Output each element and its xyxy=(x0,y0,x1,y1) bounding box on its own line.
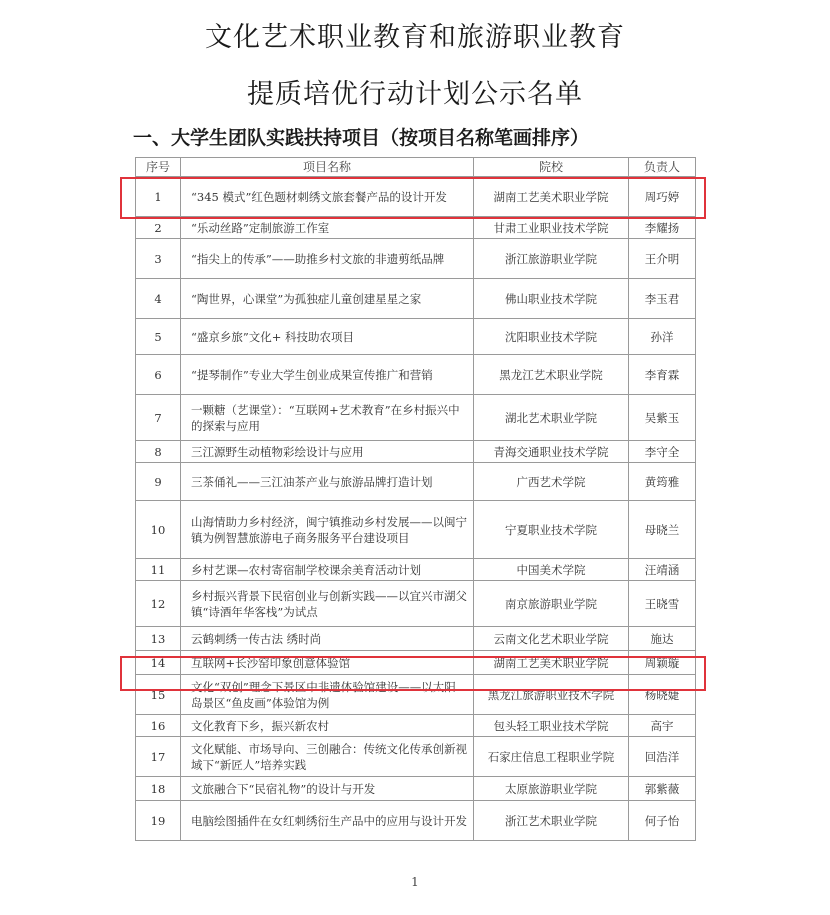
header-number: 序号 xyxy=(136,158,181,177)
title-line-2: 提质培优行动计划公示名单 xyxy=(247,79,583,110)
row-project-name: 一颗糖（艺课堂）：“互联网+艺术教育”在乡村振兴中的探索与应用 xyxy=(181,395,474,441)
row-leader: 杨晓婕 xyxy=(629,675,696,715)
project-table xyxy=(135,157,696,841)
row-leader: 王晓雪 xyxy=(629,581,696,627)
table-row xyxy=(136,319,696,355)
table-row xyxy=(136,801,696,841)
row-school: 黑龙江旅游职业技术学院 xyxy=(474,675,629,715)
table-row xyxy=(136,651,696,675)
row-number: 16 xyxy=(136,715,181,737)
row-project-name: 文化赋能、市场导向、三创融合：传统文化传承创新视域下“新匠人”培养实践 xyxy=(181,737,474,777)
row-number: 6 xyxy=(136,355,181,395)
row-project-name: 电脑绘图插件在女红刺绣衍生产品中的应用与设计开发 xyxy=(181,801,474,841)
section-heading: 一、大学生团队实践扶持项目（按项目名称笔画排序） xyxy=(133,127,590,149)
row-school: 沈阳职业技术学院 xyxy=(474,319,629,355)
row-school: 石家庄信息工程职业学院 xyxy=(474,737,629,777)
table-row xyxy=(136,217,696,239)
table-row xyxy=(136,559,696,581)
table-row xyxy=(136,777,696,801)
row-leader: 李守全 xyxy=(629,441,696,463)
row-school: 广西艺术学院 xyxy=(474,463,629,501)
row-school: 黑龙江艺术职业学院 xyxy=(474,355,629,395)
row-project-name: 乡村艺课—农村寄宿制学校课余美育活动计划 xyxy=(181,559,474,581)
table-row xyxy=(136,581,696,627)
row-school: 太原旅游职业学院 xyxy=(474,777,629,801)
row-leader: 母晓兰 xyxy=(629,501,696,559)
row-number: 13 xyxy=(136,627,181,651)
row-school: 佛山职业技术学院 xyxy=(474,279,629,319)
table-row xyxy=(136,715,696,737)
row-school: 青海交通职业技术学院 xyxy=(474,441,629,463)
row-number: 10 xyxy=(136,501,181,559)
row-project-name: “指尖上的传承”——助推乡村文旅的非遗剪纸品牌 xyxy=(181,239,474,279)
row-project-name: “盛京乡旅”文化+ 科技助农项目 xyxy=(181,319,474,355)
row-project-name: 山海情助力乡村经济，闽宁镇推动乡村发展——以闽宁镇为例智慧旅游电子商务服务平台建设项目 xyxy=(181,501,474,559)
row-school: 浙江旅游职业学院 xyxy=(474,239,629,279)
row-number: 17 xyxy=(136,737,181,777)
row-number: 7 xyxy=(136,395,181,441)
table-row xyxy=(136,177,696,217)
row-project-name: 三茶俑礼——三江油茶产业与旅游品牌打造计划 xyxy=(181,463,474,501)
row-leader: 王介明 xyxy=(629,239,696,279)
table-row xyxy=(136,395,696,441)
row-number: 2 xyxy=(136,217,181,239)
row-leader: 回浩洋 xyxy=(629,737,696,777)
table-row xyxy=(136,501,696,559)
row-leader: 周颖璇 xyxy=(629,651,696,675)
row-leader: 李玉君 xyxy=(629,279,696,319)
row-leader: 黄筠雅 xyxy=(629,463,696,501)
row-number: 4 xyxy=(136,279,181,319)
row-project-name: 三江源野生动植物彩绘设计与应用 xyxy=(181,441,474,463)
row-leader: 郭紫薇 xyxy=(629,777,696,801)
row-project-name: 文化“双创”理念下景区中非遗体验馆建设——以太阳岛景区“鱼皮画”体验馆为例 xyxy=(181,675,474,715)
row-school: 南京旅游职业学院 xyxy=(474,581,629,627)
row-school: 云南文化艺术职业学院 xyxy=(474,627,629,651)
row-school: 湖南工艺美术职业学院 xyxy=(474,651,629,675)
row-leader: 高宇 xyxy=(629,715,696,737)
row-number: 12 xyxy=(136,581,181,627)
row-leader: 吴紫玉 xyxy=(629,395,696,441)
header-project-name: 项目名称 xyxy=(181,158,474,177)
row-project-name: “乐动丝路”定制旅游工作室 xyxy=(181,217,474,239)
table-row xyxy=(136,355,696,395)
table-row xyxy=(136,675,696,715)
row-number: 8 xyxy=(136,441,181,463)
row-number: 11 xyxy=(136,559,181,581)
row-project-name: “345 模式”红色题材刺绣文旅套餐产品的设计开发 xyxy=(181,177,474,217)
row-school: 中国美术学院 xyxy=(474,559,629,581)
row-leader: 孙洋 xyxy=(629,319,696,355)
row-leader: 李耀扬 xyxy=(629,217,696,239)
row-number: 15 xyxy=(136,675,181,715)
row-school: 浙江艺术职业学院 xyxy=(474,801,629,841)
row-number: 19 xyxy=(136,801,181,841)
row-number: 5 xyxy=(136,319,181,355)
row-number: 9 xyxy=(136,463,181,501)
row-project-name: “提琴制作”专业大学生创业成果宣传推广和营销 xyxy=(181,355,474,395)
table-row xyxy=(136,239,696,279)
title-line-1: 文化艺术职业教育和旅游职业教育 xyxy=(205,22,625,53)
row-school: 包头轻工职业技术学院 xyxy=(474,715,629,737)
row-school: 甘肃工业职业技术学院 xyxy=(474,217,629,239)
table-row xyxy=(136,627,696,651)
row-number: 1 xyxy=(136,177,181,217)
row-number: 18 xyxy=(136,777,181,801)
row-number: 14 xyxy=(136,651,181,675)
row-project-name: 文旅融合下“民宿礼物”的设计与开发 xyxy=(181,777,474,801)
row-project-name: “陶世界，心课堂”为孤独症儿童创建星星之家 xyxy=(181,279,474,319)
row-project-name: 云鹤刺绣一传古法 绣时尚 xyxy=(181,627,474,651)
page-number: 1 xyxy=(411,875,419,889)
row-leader: 何子怡 xyxy=(629,801,696,841)
table-header-row xyxy=(136,158,696,177)
row-leader: 施达 xyxy=(629,627,696,651)
header-leader: 负责人 xyxy=(629,158,696,177)
row-project-name: 文化教育下乡，振兴新农村 xyxy=(181,715,474,737)
row-leader: 李育霖 xyxy=(629,355,696,395)
table-row xyxy=(136,279,696,319)
row-school: 湖南工艺美术职业学院 xyxy=(474,177,629,217)
row-leader: 汪靖涵 xyxy=(629,559,696,581)
row-leader: 周巧婷 xyxy=(629,177,696,217)
row-project-name: 乡村振兴背景下民宿创业与创新实践——以宜兴市湖父镇“诗酒年华客栈”为试点 xyxy=(181,581,474,627)
table-row xyxy=(136,737,696,777)
row-school: 湖北艺术职业学院 xyxy=(474,395,629,441)
header-school: 院校 xyxy=(474,158,629,177)
row-school: 宁夏职业技术学院 xyxy=(474,501,629,559)
row-project-name: 互联网+长沙窑印象创意体验馆 xyxy=(181,651,474,675)
table-row xyxy=(136,463,696,501)
table-row xyxy=(136,441,696,463)
row-number: 3 xyxy=(136,239,181,279)
